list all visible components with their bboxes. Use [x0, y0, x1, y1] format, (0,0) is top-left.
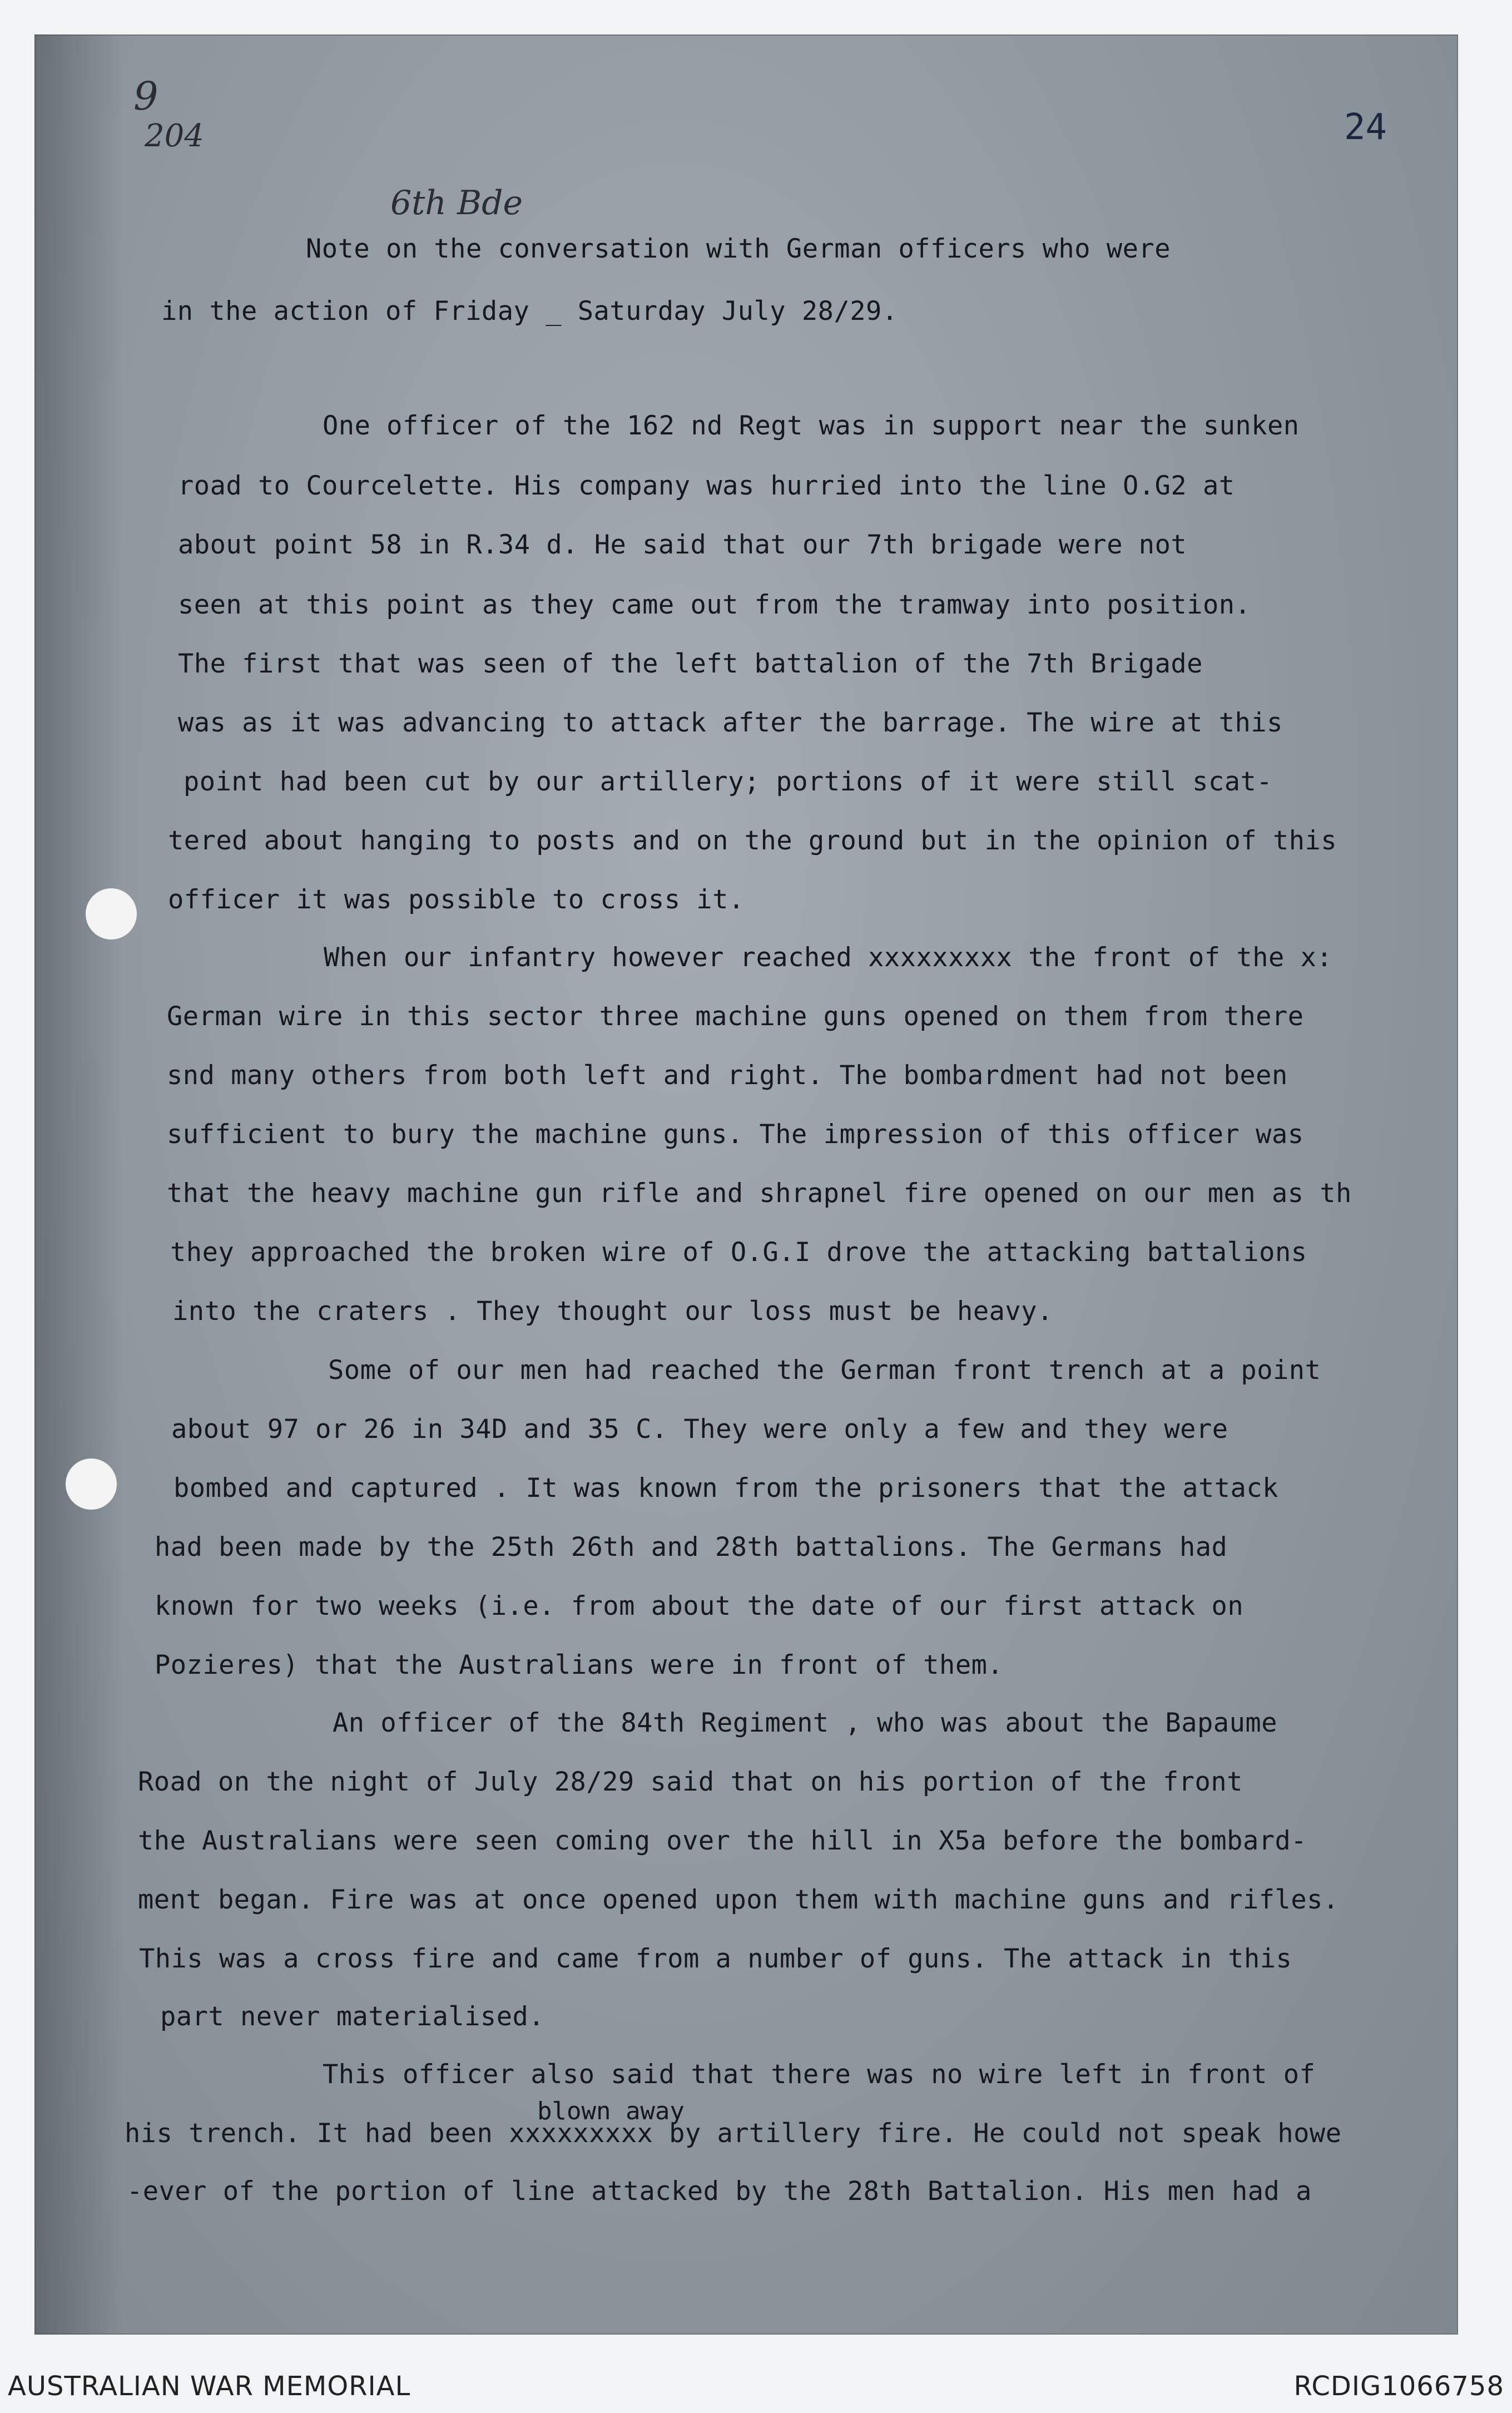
body-line: The first that was seen of the left battalion of the 7th Brigade	[178, 649, 1203, 679]
body-line: Road on the night of July 28/29 said that on his portion of the front	[138, 1767, 1243, 1797]
body-line: German wire in this sector three machine guns opened on them from there	[167, 1001, 1304, 1032]
body-line: road to Courcelette. His company was hurried into the line O.G2 at	[178, 471, 1235, 501]
body-line: Pozieres) that the Australians were in front of them.	[155, 1650, 1004, 1680]
body-line: ment began. Fire was at once opened upon them with machine guns and rifles.	[138, 1885, 1339, 1915]
body-line: Some of our men had reached the German front trench at a point	[328, 1355, 1321, 1386]
body-line: snd many others from both left and right. The bombardment had not been	[167, 1060, 1288, 1091]
body-line: his trench. It had been xxxxxxxxx by artillery fire. He could not speak howe	[125, 2118, 1342, 2149]
body-line: the Australians were seen coming over the hill in X5a before the bombard-	[138, 1826, 1307, 1856]
body-line: An officer of the 84th Regiment , who was about the Bapaume	[333, 1708, 1277, 1738]
title-line: Note on the conversation with German officers who were	[306, 234, 1171, 264]
body-line: about 97 or 26 in 34D and 35 C. They were only a few and they were	[171, 1414, 1228, 1445]
typed-text	[34, 34, 1458, 2335]
body-line: bombed and captured . It was known from the prisoners that the attack	[173, 1473, 1278, 1504]
body-line: point had been cut by our artillery; portions of it were still scat-	[184, 767, 1273, 797]
body-line: seen at this point as they came out from the tramway into position.	[178, 590, 1251, 620]
title-line: in the action of Friday _ Saturday July 28/29.	[161, 296, 898, 327]
body-line: tered about hanging to posts and on the ground but in the opinion of this	[168, 825, 1337, 856]
body-line: had been made by the 25th 26th and 28th battalions. The Germans had	[155, 1532, 1228, 1562]
body-line: This was a cross fire and came from a number of guns. The attack in this	[139, 1944, 1292, 1974]
body-line: officer it was possible to cross it.	[168, 884, 745, 915]
interlinear-insertion: blown away	[537, 2097, 685, 2125]
body-line: One officer of the 162 nd Regt was in support near the sunken	[323, 411, 1300, 441]
handwritten-insertion: 6th Bde	[390, 184, 523, 222]
body-line: When our infantry however reached xxxxxxxxx the front of the x:	[324, 942, 1333, 973]
body-line: they approached the broken wire of O.G.I drove the attacking battalions	[170, 1237, 1307, 1268]
body-line: into the craters . They thought our loss must be heavy.	[172, 1296, 1053, 1327]
footer-credit: AUSTRALIAN WAR MEMORIAL	[8, 2371, 411, 2402]
page-number: 24	[1344, 107, 1387, 148]
document-page	[34, 34, 1458, 2335]
body-line: known for two weeks (i.e. from about the date of our first attack on	[155, 1591, 1244, 1621]
handwritten-folio-number: 204	[145, 118, 204, 154]
body-line: about point 58 in R.34 d. He said that our 7th brigade were not	[178, 530, 1187, 560]
body-line: was as it was advancing to attack after the barrage. The wire at this	[178, 708, 1283, 738]
body-line: This officer also said that there was no wire left in front of	[323, 2059, 1316, 2090]
body-line: that the heavy machine gun rifle and shrapnel fire opened on our men as th	[167, 1178, 1352, 1209]
footer-id: RCDIG1066758	[1293, 2371, 1504, 2402]
body-line: sufficient to bury the machine guns. The impression of this officer was	[167, 1119, 1304, 1150]
body-line: -ever of the portion of line attacked by the 28th Battalion. His men had a	[127, 2176, 1312, 2207]
handwritten-folio-number: 9	[133, 73, 158, 119]
body-line: part never materialised.	[160, 2001, 545, 2032]
